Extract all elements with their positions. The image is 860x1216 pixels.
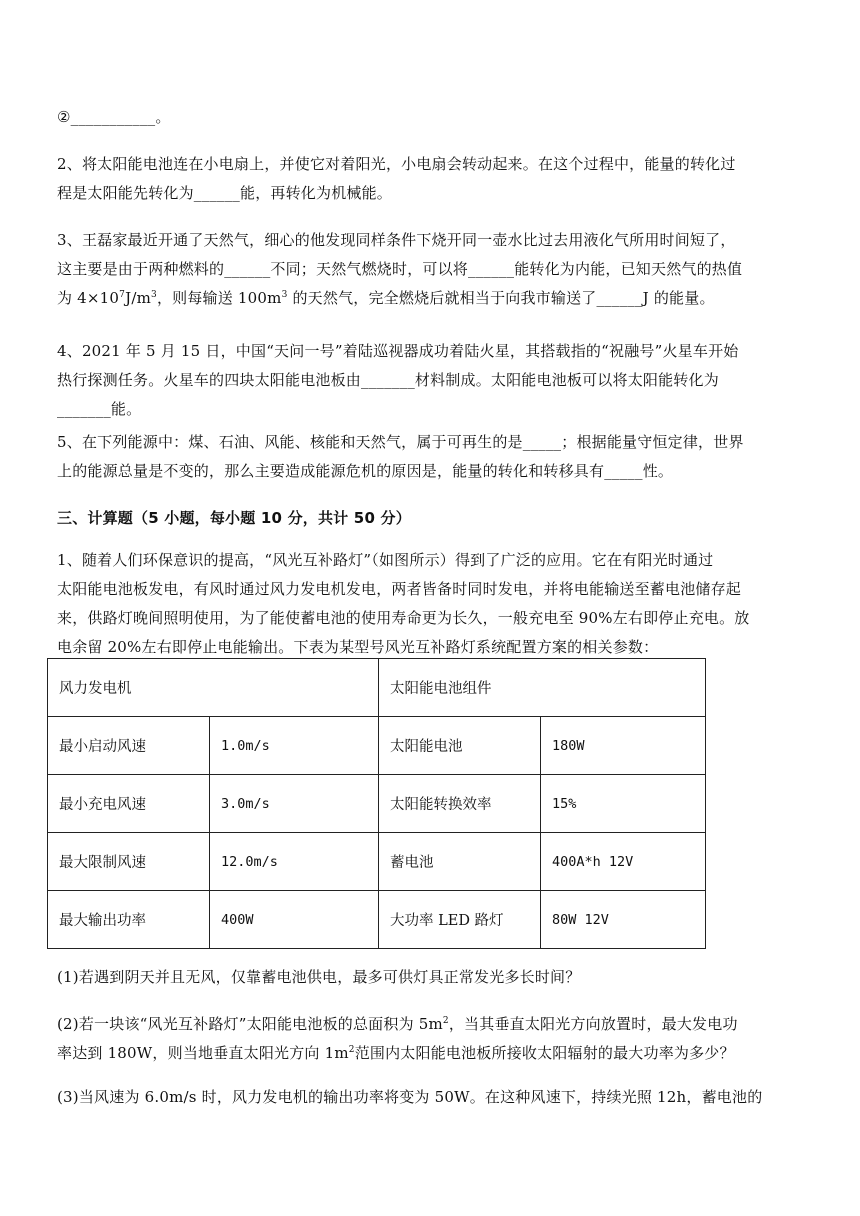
sq2-text-a: (2)若一块该“风光互补路灯”太阳能电池板的总面积为 5m	[57, 1015, 443, 1033]
calc-question-1	[57, 546, 805, 662]
table-header-solar: 太阳能电池组件	[379, 659, 706, 717]
sq2-line-1	[57, 1015, 738, 1033]
question-2	[57, 150, 805, 208]
table-cell-key: 最小充电风速	[48, 775, 210, 833]
q3-exp-1: 7	[119, 290, 126, 300]
q4-line-1: 4、2021 年 5 月 15 日，中国“天问一号”着陆巡视器成功着陆火星，其搭载指的“祝融号”火星车开始	[57, 342, 739, 360]
cq1-line-4: 电余留 20%左右即停止电能输出。下表为某型号风光互补路灯系统配置方案的相关参数：	[57, 638, 659, 656]
q2-line-2: 程是太阳能先转化为______能，再转化为机械能。	[57, 184, 393, 202]
table-cell-value: 12.0m/s	[210, 833, 379, 891]
subquestion-3: (3)当风速为 6.0m/s 时，风力发电机的输出功率将变为 50W。在这种风速下，持续光照 12h，蓄电池的	[57, 1088, 763, 1106]
table-cell-key: 最大输出功率	[48, 891, 210, 949]
q3-line-2: 这主要是由于两种燃料的______不同；天然气燃烧时，可以将______能转化为内能，已知天然气的热值	[57, 260, 743, 278]
sq2-exp-2: 2	[348, 1045, 355, 1055]
q3-text-c: ，则每输送 100m	[156, 289, 282, 307]
sq2-text-b: ，当其垂直太阳光方向放置时，最大发电功	[448, 1015, 738, 1033]
q2-line-1: 2、将太阳能电池连在小电扇上，并使它对着阳光，小电扇会转动起来。在这个过程中，能量的转化过	[57, 155, 736, 173]
sq2-line-2	[57, 1044, 735, 1062]
subquestion-2	[57, 1010, 805, 1068]
q4-line-2: 热行探测任务。火星车的四块太阳能电池板由_______材料制成。太阳能电池板可以将太阳能转化为	[57, 371, 719, 389]
table-cell-value: 180W	[541, 717, 706, 775]
cq1-line-1: 1、随着人们环保意识的提高，“风光互补路灯”（如图所示）得到了广泛的应用。它在有阳光时通过	[57, 551, 714, 569]
cq1-line-2: 太阳能电池板发电，有风时通过风力发电机发电，两者皆备时同时发电，并将电能输送至蓄电池储存起	[57, 580, 742, 598]
table-cell-key: 太阳能转换效率	[379, 775, 541, 833]
subquestion-1: (1)若遇到阴天并且无风，仅靠蓄电池供电，最多可供灯具正常发光多长时间？	[57, 968, 581, 986]
table-cell-key: 蓄电池	[379, 833, 541, 891]
q3-exp-3: 3	[281, 290, 288, 300]
q3-text-a: 为 4×10	[57, 289, 120, 307]
table-cell-key: 最小启动风速	[48, 717, 210, 775]
q3-text-d: 的天然气，完全燃烧后就相当于向我市输送了______J 的能量。	[287, 289, 715, 307]
parameter-table	[47, 658, 706, 949]
table-cell-value: 400W	[210, 891, 379, 949]
q5-line-1: 5、在下列能源中：煤、石油、风能、核能和天然气，属于可再生的是_____；根据能量守恒定律，世界	[57, 433, 744, 451]
q4-line-3: _______能。	[57, 400, 142, 418]
q3-line-1: 3、王磊家最近开通了天然气，细心的他发现同样条件下烧开同一壶水比过去用液化气所用时间短了，	[57, 231, 736, 249]
table-cell-value: 3.0m/s	[210, 775, 379, 833]
table-cell-value: 15%	[541, 775, 706, 833]
question-4	[57, 337, 805, 424]
q1-blank-2: ②___________。	[57, 108, 171, 126]
table-cell-value: 80W 12V	[541, 891, 706, 949]
sq2-text-d: 范围内太阳能电池板所接收太阳辐射的最大功率为多少？	[354, 1044, 735, 1062]
table-row	[48, 717, 706, 775]
table-cell-key: 太阳能电池	[379, 717, 541, 775]
table-row	[48, 775, 706, 833]
table-cell-key: 大功率 LED 路灯	[379, 891, 541, 949]
sq2-exp-1: 2	[442, 1016, 449, 1026]
q3-line-3	[57, 289, 715, 307]
table-row	[48, 891, 706, 949]
table-cell-value: 400A*h 12V	[541, 833, 706, 891]
table-cell-key: 最大限制风速	[48, 833, 210, 891]
q5-line-2: 上的能源总量是不变的，那么主要造成能源危机的原因是，能量的转化和转移具有_____性。	[57, 462, 674, 480]
table-cell-value: 1.0m/s	[210, 717, 379, 775]
cq1-line-3: 来，供路灯晚间照明使用，为了能使蓄电池的使用寿命更为长久，一般充电至 90%左右即停止充电。放	[57, 609, 750, 627]
q3-text-b: J/m	[125, 289, 151, 307]
table-header-row	[48, 659, 706, 717]
table-row	[48, 833, 706, 891]
q3-exp-2: 3	[151, 290, 157, 300]
table-header-wind: 风力发电机	[48, 659, 379, 717]
sq2-text-c: 率达到 180W，则当地垂直太阳光方向 1m	[57, 1044, 349, 1062]
section-3-heading: 三、计算题（5 小题，每小题 10 分，共计 50 分）	[57, 509, 411, 527]
question-5	[57, 428, 805, 486]
question-3	[57, 226, 805, 313]
